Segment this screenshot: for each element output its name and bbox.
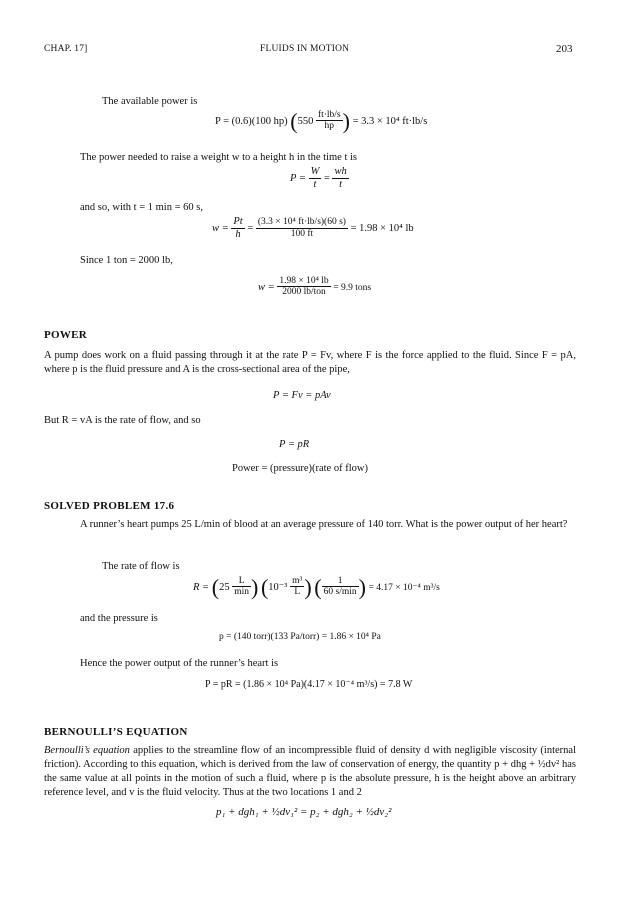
page-number: 203 <box>556 43 573 55</box>
eq-power-weight: P = $\frac{W}{t}$ = $\frac{wh}{t}$ <box>290 166 347 190</box>
eq-power-pr: P = pR <box>279 439 310 450</box>
problem-statement: A runner’s heart pumps 25 L/min of blood at an average pressure of 140 torr. What is the power output of her heart? <box>80 519 568 530</box>
running-title: FLUIDS IN MOTION <box>260 44 350 54</box>
bernoulli-paragraph: Bernoulli’s equation applies to the streamline flow of an incompressible fluid of density d with negligible viscosity (internal friction). According to this equation, which is derived from the law of conservation of energy, the quantity p + dhg + ½dv² has the same value at all points in the motion of such a fluid, where p is the absolute pressure, h is the height above an arbitrary reference level, and v is the fluid velocity. Thus at the two locations 1 and 2 <box>44 745 576 798</box>
heading-bernoulli: BERNOULLI’S EQUATION <box>44 726 188 738</box>
eq-available-power: P = (0.6)(100 hp) (550 $\frac{ft\cdot lb/s}{hp}$ ) = 3.3 × 10⁴ ft·lb/s <box>215 108 428 134</box>
eq-tons: w = $\frac{\text{1.98 × 10⁴ lb}}{\text{2000 lb/ton}}$ = 9.9 tons <box>258 276 372 298</box>
eq-heart-power: P = pR = (1.86 × 10⁴ Pa)(4.17 × 10⁻⁴ m³/s) = 7.8 W <box>205 679 413 690</box>
eq-power-fv: P = Fv = pAv <box>273 390 331 401</box>
eq-rate-of-flow: R = (25 $\frac{L}{\min}$ ) (10⁻³ $\frac{\text{m³}}{L}$ ) ( $\frac{1}{60 s/\min}$ ) = 4.17 × 10⁻⁴ m³/s <box>193 574 440 600</box>
eq-bernoulli: p₁ + dgh₁ + ½dv₁² = p₂ + dgh₂ + ½dv₂² <box>216 806 392 818</box>
available-power-text: The available power is <box>102 96 198 107</box>
power-needed-text: The power needed to raise a weight w to a height h in the time t is <box>80 152 358 163</box>
chapter-label: CHAP. 17] <box>44 44 88 54</box>
rate-of-flow-text: But R = vA is the rate of flow, and so <box>44 415 201 426</box>
pressure-intro-text: and the pressure is <box>80 613 158 624</box>
power-paragraph: A pump does work on a fluid passing through it at the rate P = Fv, where F is the force applied to the fluid. Since F = pA, where p is the fluid pressure and A is the cross-sectional area of the pipe, <box>44 350 576 375</box>
heading-power: POWER <box>44 329 88 341</box>
eq-weight: w = $\frac{Pt}{h}$ = $\frac{\text{(3.3 × 10⁴ ft·lb/s)(60 s)}}{100 ft}$ = 1.98 × 10⁴ lb <box>212 216 414 240</box>
heading-solved-problem: SOLVED PROBLEM 17.6 <box>44 500 175 512</box>
rate-intro-text: The rate of flow is <box>102 561 180 572</box>
eq-pressure: p = (140 torr)(133 Pa/torr) = 1.86 × 10⁴ Pa <box>219 632 381 642</box>
eq-power-words: Power = (pressure)(rate of flow) <box>232 463 368 474</box>
hence-text: Hence the power output of the runner’s heart is <box>80 658 279 669</box>
since-ton-text: Since 1 ton = 2000 lb, <box>80 255 173 266</box>
and-so-text: and so, with t = 1 min = 60 s, <box>80 202 203 213</box>
